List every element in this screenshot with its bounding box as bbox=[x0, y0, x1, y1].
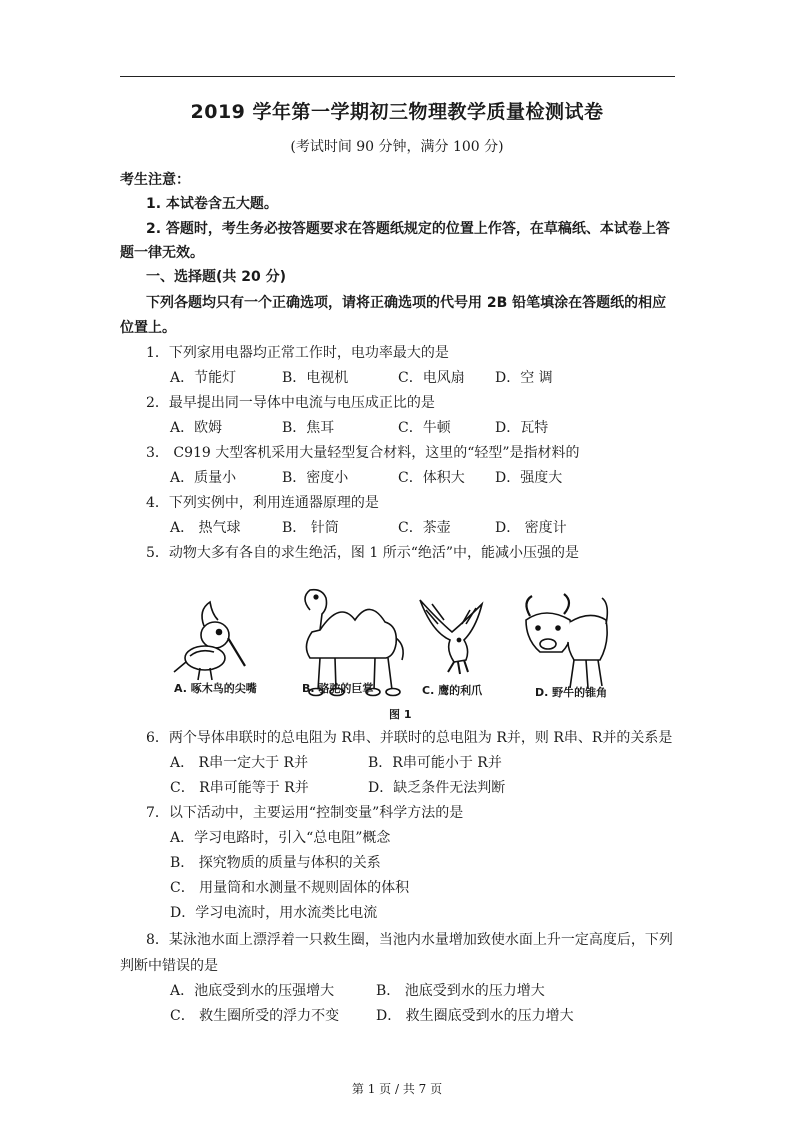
q1-option-a: A．节能灯 bbox=[170, 370, 237, 386]
figure-caption-c: C. 鹰的利爪 bbox=[422, 684, 483, 697]
section1-heading: 一、选择题(共 20 分) bbox=[146, 269, 287, 285]
exam-title: 2019 学年第一学期初三物理教学质量检测试卷 bbox=[190, 101, 604, 123]
q2-stem: 2．最早提出同一导体中电流与电压成正比的是 bbox=[146, 395, 435, 411]
q8-option-b: B． 池底受到水的压力增大 bbox=[376, 983, 545, 999]
q1-option-c: C．电风扇 bbox=[398, 370, 465, 386]
q2-option-a: A．欧姆 bbox=[170, 420, 223, 436]
figure-caption-a: A. 啄木鸟的尖嘴 bbox=[174, 682, 257, 695]
q8-option-a: A．池底受到水的压强增大 bbox=[170, 983, 335, 999]
bison-illustration bbox=[526, 594, 607, 688]
q1-stem: 1．下列家用电器均正常工作时，电功率最大的是 bbox=[146, 345, 449, 361]
figure-caption-d: D. 野牛的锥角 bbox=[535, 686, 608, 699]
q5-stem: 5．动物大多有各自的求生绝活，图 1 所示“绝活”中，能减小压强的是 bbox=[146, 545, 580, 561]
figure-label: 图 1 bbox=[389, 708, 412, 721]
q7-option-a: A．学习电路时，引入“总电阻”概念 bbox=[170, 830, 391, 846]
q4-option-d: D． 密度计 bbox=[495, 520, 567, 536]
q7-stem: 7．以下活动中，主要运用“控制变量”科学方法的是 bbox=[146, 805, 464, 821]
q3-option-d: D．强度大 bbox=[495, 470, 563, 486]
notice-item-1: 1. 本试卷含五大题。 bbox=[146, 196, 278, 212]
q1-option-d: D．空 调 bbox=[495, 370, 553, 386]
q7-option-c: C． 用量筒和水测量不规则固体的体积 bbox=[170, 880, 410, 896]
q6-option-d: D．缺乏条件无法判断 bbox=[368, 780, 506, 796]
q8-stem-line2: 判断中错误的是 bbox=[120, 958, 218, 974]
q8-stem-line1: 8．某泳池水面上漂浮着一只救生圈，当池内水量增加致使水面上升一定高度后，下列 bbox=[146, 932, 673, 948]
q6-stem: 6．两个导体串联时的总电阻为 R串、并联时的总电阻为 R并，则 R串、R并的关系是 bbox=[146, 730, 673, 746]
q2-option-b: B．焦耳 bbox=[282, 420, 335, 436]
notice-item-2-line1: 2. 答题时，考生务必按答题要求在答题纸规定的位置上作答，在草稿纸、本试卷上答 bbox=[146, 221, 670, 237]
q3-option-c: C．体积大 bbox=[398, 470, 465, 486]
q6-option-c: C． R串可能等于 R并 bbox=[170, 780, 309, 796]
top-rule bbox=[120, 76, 675, 77]
notice-heading: 考生注意： bbox=[120, 172, 190, 188]
figure-caption-b: B. 骆驼的巨掌 bbox=[302, 682, 374, 695]
q3-option-b: B．密度小 bbox=[282, 470, 349, 486]
q8-option-c: C． 救生圈所受的浮力不变 bbox=[170, 1008, 340, 1024]
notice-item-2-line2: 题一律无效。 bbox=[120, 245, 204, 261]
q4-stem: 4．下列实例中，利用连通器原理的是 bbox=[146, 495, 379, 511]
q7-option-b: B． 探究物质的质量与体积的关系 bbox=[170, 855, 381, 871]
section1-instruction-line1: 下列各题均只有一个正确选项，请将正确选项的代号用 2B 铅笔填涂在答题纸的相应 bbox=[146, 295, 667, 311]
q3-option-a: A．质量小 bbox=[170, 470, 237, 486]
q6-option-a: A． R串一定大于 R并 bbox=[170, 755, 309, 771]
woodpecker-illustration bbox=[174, 602, 245, 680]
q4-option-b: B． 针筒 bbox=[282, 520, 339, 536]
eagle-illustration bbox=[420, 600, 482, 674]
q2-option-d: D．瓦特 bbox=[495, 420, 549, 436]
q4-option-a: A． 热气球 bbox=[170, 520, 241, 536]
section1-instruction-line2: 位置上。 bbox=[120, 320, 176, 336]
q6-option-b: B．R串可能小于 R并 bbox=[368, 755, 502, 771]
q8-option-d: D． 救生圈底受到水的压力增大 bbox=[376, 1008, 574, 1024]
exam-subtitle: (考试时间 90 分钟，满分 100 分) bbox=[290, 139, 504, 155]
page-number: 第 1 页 / 共 7 页 bbox=[351, 1082, 443, 1096]
q3-stem: 3． C919 大型客机采用大量轻型复合材料，这里的“轻型”是指材料的 bbox=[146, 445, 580, 461]
q4-option-c: C．茶壶 bbox=[398, 520, 451, 536]
q2-option-c: C．牛顿 bbox=[398, 420, 451, 436]
q7-option-d: D．学习电流时，用水流类比电流 bbox=[170, 905, 378, 921]
q1-option-b: B．电视机 bbox=[282, 370, 349, 386]
